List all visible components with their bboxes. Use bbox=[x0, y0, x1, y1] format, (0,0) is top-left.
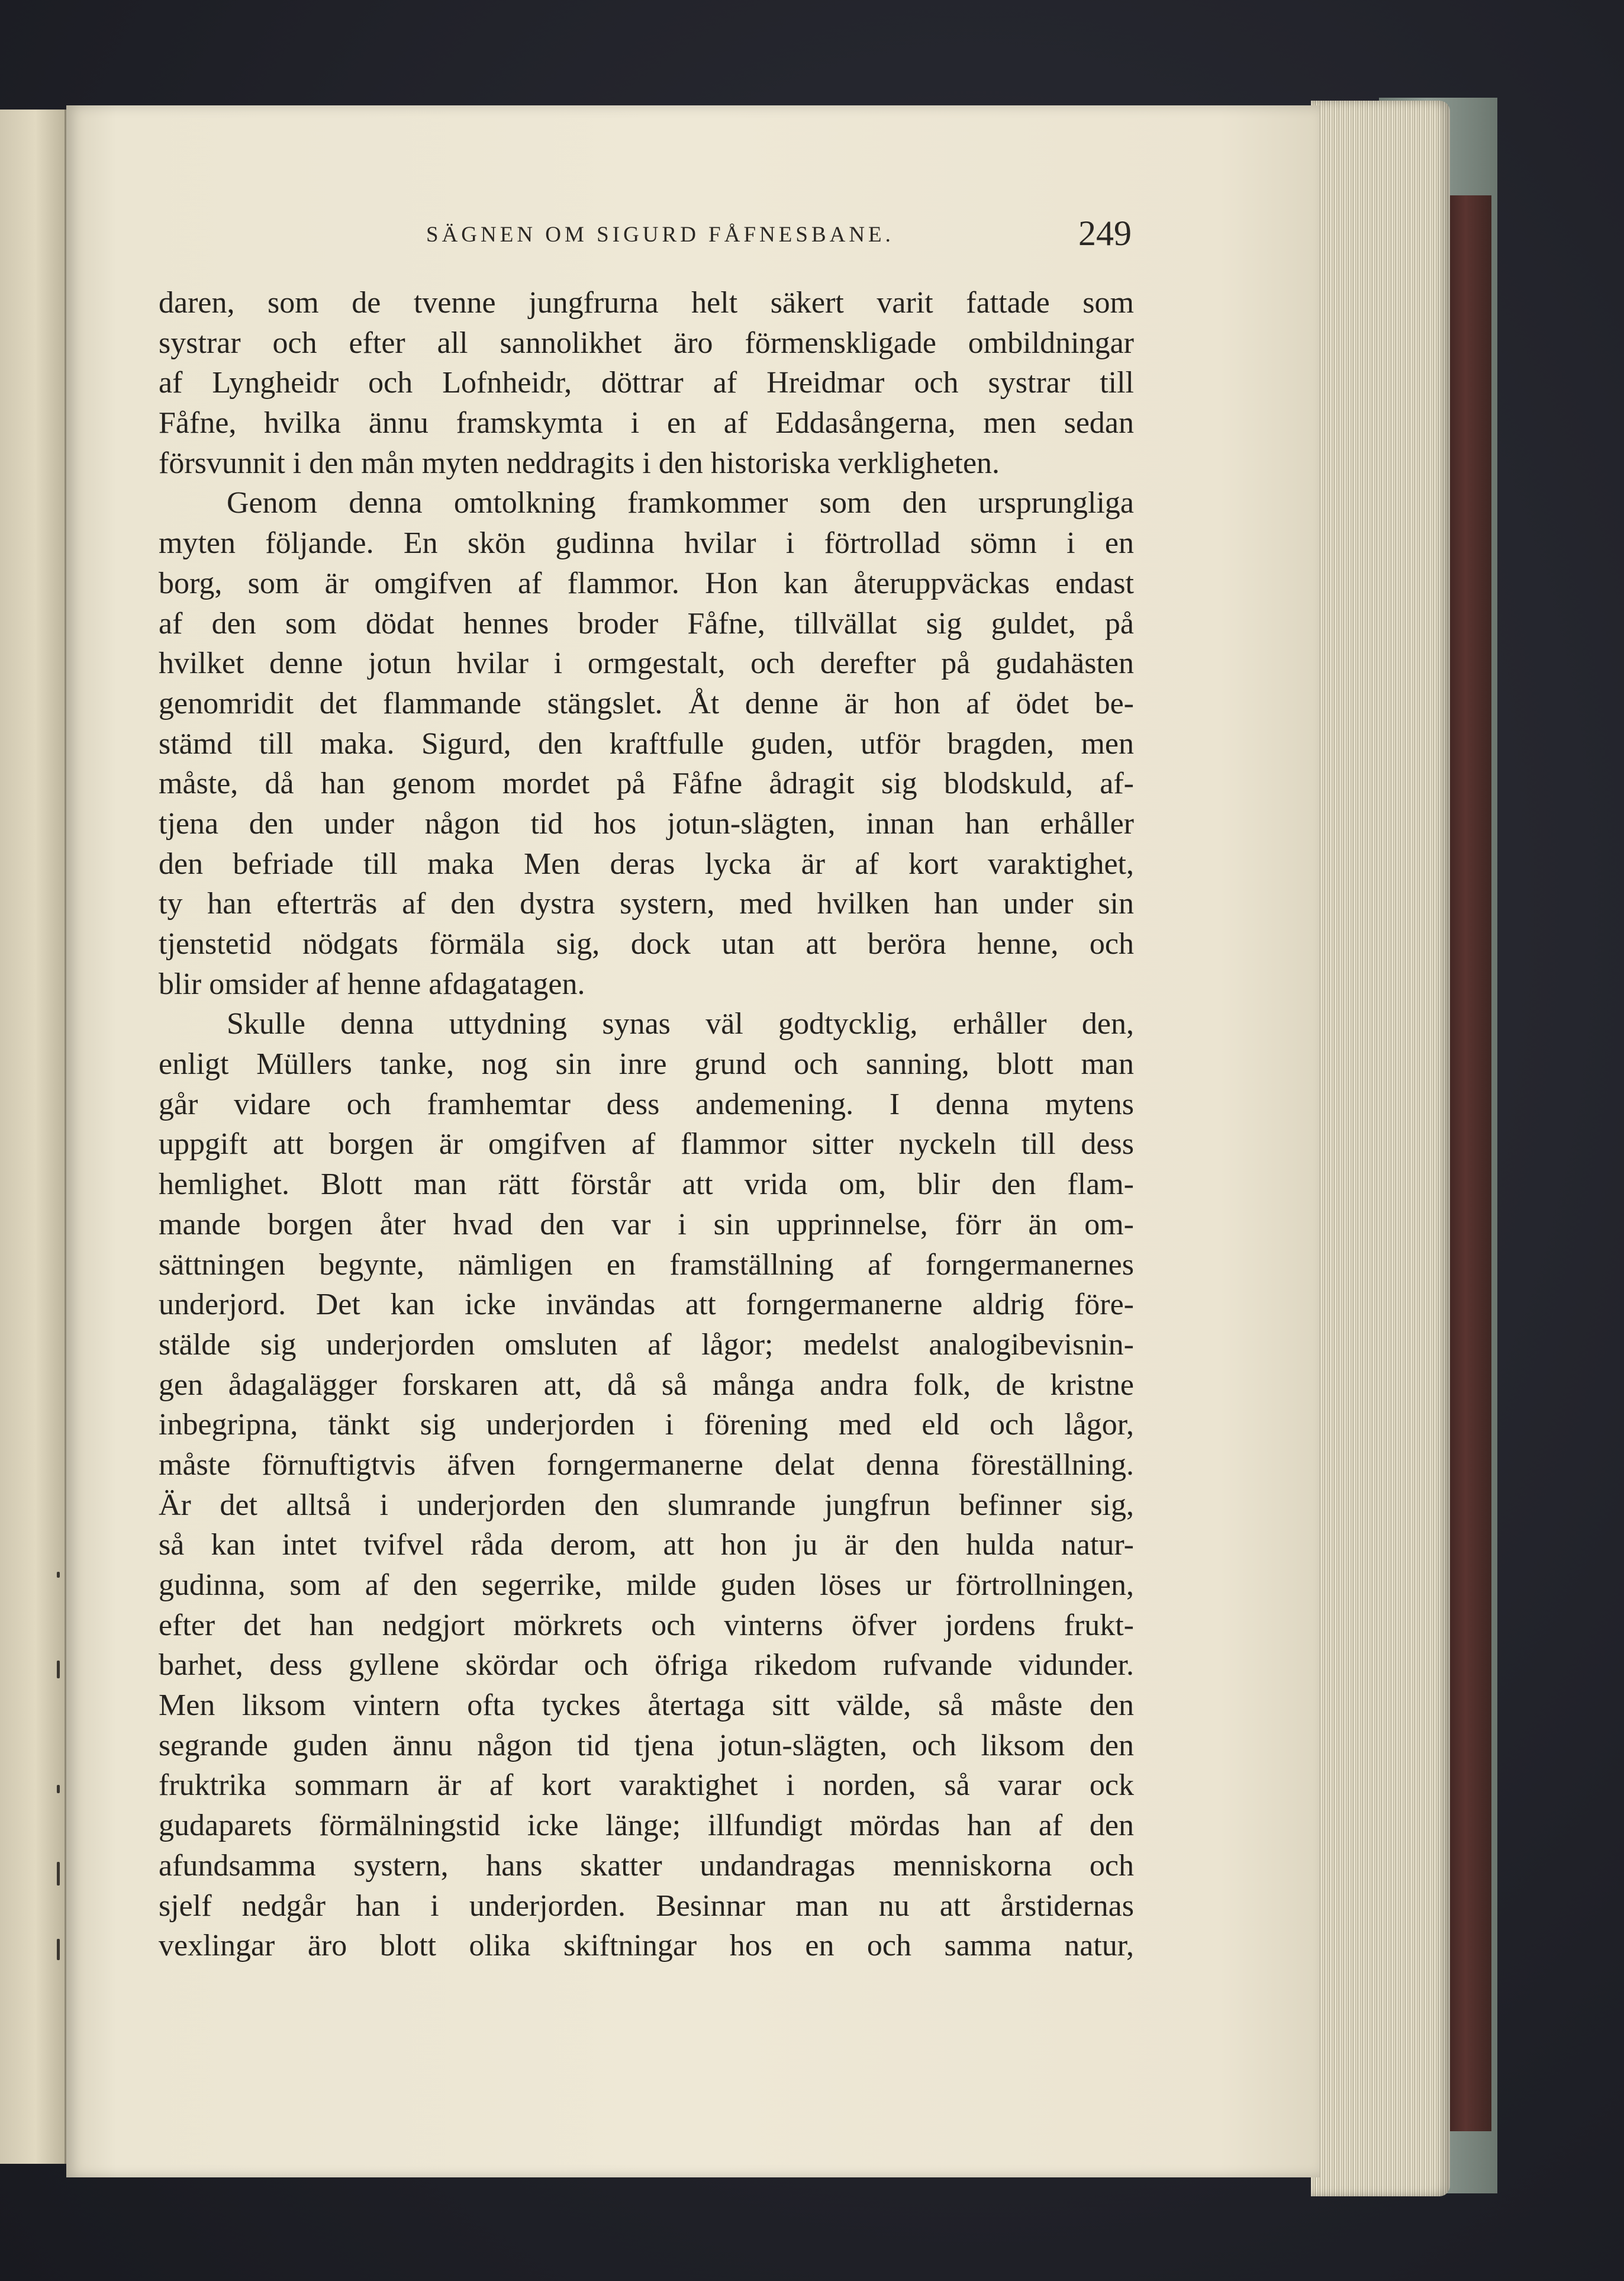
text-line: tjena den under någon tid hos jotun-slägten, innan han erhåller bbox=[159, 806, 1134, 841]
text-line: inbegripna, tänkt sig underjorden i förening med eld och lågor, bbox=[159, 1408, 1134, 1442]
ink-mark bbox=[57, 1661, 60, 1678]
text-line: försvunnit i den mån myten neddragits i den historiska verkligheten. bbox=[159, 446, 1000, 480]
text-line: hemlighet. Blott man rätt förstår att vrida om, blir den flam- bbox=[159, 1167, 1134, 1202]
text-line: hvilket denne jotun hvilar i ormgestalt, och derefter på gudahästen bbox=[159, 646, 1134, 681]
previous-page-edge bbox=[0, 110, 66, 2164]
text-line: Skulle denna uttydning synas väl godtycklig, erhåller den, bbox=[227, 1007, 1134, 1041]
ink-mark bbox=[57, 1785, 60, 1793]
text-line: blir omsider af henne afdagatagen. bbox=[159, 967, 585, 1001]
text-line: gudinna, som af den segerrike, milde guden löses ur förtrollningen, bbox=[159, 1568, 1134, 1602]
text-line: Fåfne, hvilka ännu framskymta i en af Eddasångerna, men sedan bbox=[159, 406, 1134, 440]
page-number: 249 bbox=[1078, 214, 1132, 253]
text-line: måste, då han genom mordet på Fåfne ådragit sig blodskuld, af- bbox=[159, 767, 1134, 801]
text-line: daren, som de tvenne jungfrurna helt säkert varit fattade som bbox=[159, 286, 1134, 320]
text-line: enligt Müllers tanke, nog sin inre grund och sanning, blott man bbox=[159, 1047, 1134, 1082]
text-line: Är det alltså i underjorden den slumrande jungfrun befinner sig, bbox=[159, 1488, 1134, 1522]
running-head: SÄGNEN OM SIGURD FÅFNESBANE. bbox=[426, 223, 894, 247]
text-line: stämd till maka. Sigurd, den kraftfulle guden, utför bragden, men bbox=[159, 726, 1134, 761]
text-line: systrar och efter all sannolikhet äro förmenskligade ombildningar bbox=[159, 326, 1134, 360]
text-line: måste förnuftigtvis äfven forngermanerne delat denna föreställning. bbox=[159, 1447, 1134, 1482]
text-line: Genom denna omtolkning framkommer som den ursprungliga bbox=[227, 486, 1134, 520]
text-line: Men liksom vintern ofta tyckes återtaga sitt välde, så måste den bbox=[159, 1688, 1134, 1723]
text-line: mande borgen åter hvad den var i sin upprinnelse, förr än om- bbox=[159, 1207, 1134, 1241]
ink-mark bbox=[57, 1572, 60, 1578]
text-line: ty han efterträs af den dystra systern, med hvilken han under sin bbox=[159, 887, 1134, 921]
body-text bbox=[159, 283, 1134, 1966]
text-line: underjord. Det kan icke invändas att forngermanerne aldrig före- bbox=[159, 1288, 1134, 1322]
text-line: segrande guden ännu någon tid tjena jotun-slägten, och liksom den bbox=[159, 1728, 1134, 1762]
text-line: stälde sig underjorden omsluten af lågor; medelst analogibevisnin- bbox=[159, 1327, 1134, 1362]
text-line: fruktrika sommarn är af kort varaktighet i norden, så varar ock bbox=[159, 1768, 1134, 1803]
text-line: tjenstetid nödgats förmäla sig, dock utan att beröra henne, och bbox=[159, 927, 1134, 961]
text-line: gen ådagalägger forskaren att, då så många andra folk, de kristne bbox=[159, 1368, 1134, 1402]
text-line: vexlingar äro blott olika skiftningar hos en och samma natur, bbox=[159, 1929, 1134, 1963]
text-line: af Lyngheidr och Lofnheidr, döttrar af Hreidmar och systrar till bbox=[159, 366, 1134, 400]
text-line: går vidare och framhemtar dess andemening. I denna mytens bbox=[159, 1087, 1134, 1121]
text-line: genomridit det flammande stängslet. Åt denne är hon af ödet be- bbox=[159, 686, 1134, 720]
text-line: den befriade till maka Men deras lycka är af kort varaktighet, bbox=[159, 847, 1134, 881]
text-line: uppgift att borgen är omgifven af flammor sitter nyckeln till dess bbox=[159, 1127, 1134, 1162]
text-line: myten följande. En skön gudinna hvilar i förtrollad sömn i en bbox=[159, 526, 1134, 561]
text-line: barhet, dess gyllene skördar och öfriga rikedom rufvande vidunder. bbox=[159, 1648, 1134, 1682]
text-line: borg, som är omgifven af flammor. Hon kan återuppväckas endast bbox=[159, 566, 1134, 600]
ink-mark bbox=[57, 1862, 60, 1886]
ink-mark bbox=[57, 1939, 60, 1960]
text-line: sjelf nedgår han i underjorden. Besinnar man nu att årstidernas bbox=[159, 1888, 1134, 1923]
text-line: af den som dödat hennes broder Fåfne, tillvällat sig guldet, på bbox=[159, 606, 1134, 641]
page-fore-edge bbox=[1311, 101, 1450, 2196]
text-line: så kan intet tvifvel råda derom, att hon ju är den hulda natur- bbox=[159, 1528, 1134, 1562]
text-line: afundsamma systern, hans skatter undandragas menniskorna och bbox=[159, 1848, 1134, 1883]
text-line: efter det han nedgjort mörkrets och vinterns öfver jordens frukt- bbox=[159, 1608, 1134, 1642]
text-line: sättningen begynte, nämligen en framställning af forngermanernes bbox=[159, 1247, 1134, 1282]
text-line: gudaparets förmälningstid icke länge; illfundigt mördas han af den bbox=[159, 1809, 1134, 1843]
book-cover-board bbox=[1444, 195, 1491, 2131]
